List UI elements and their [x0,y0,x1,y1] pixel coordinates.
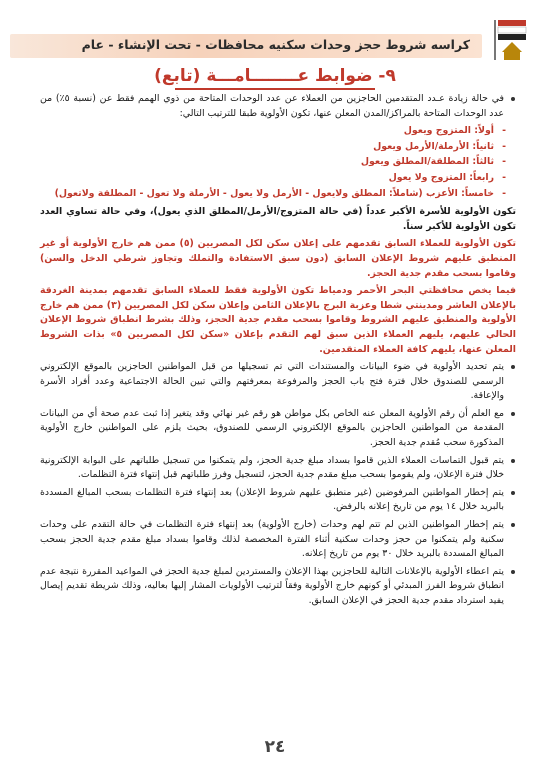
family-size-paragraph: تكون الأولوية للأسرة الأكبر عدداً (في حالة المتزوج/الأرمل/المطلق الذي يعول)، وفي حالة تساوي العدد تكون الأولوية للأكبر سناً. [40,206,516,232]
list-item: يتم إخطار المواطنين الذين لم تتم لهم وحدات (خارج الأولوية) بعد إنتهاء فترة التظلمات في حالة التقدم على وحدات سكنية ولم يتمكنوا من حجز وحدات سكنية أثناء الفترة المخصصة لذلك وقاموا بسداد مبلغ مقدم جدية الحجز بسحب المبالغ المسددة بالبريد خلال ٣٠ يوم من تاريخ إعلانه. [40,518,516,562]
priority-item: - ثالثاً: المطلقة/المطلق ويعول [40,155,516,170]
red-sea-damietta-paragraph: فيما يخص محافظتي البحر الأحمر ودمياط تكون الأولوية فقط للعملاء السابق تقدمهم بمدينة الغردقة بالإعلان العاشر ومدينتي شطا وعزبة البرج بالإعلان الثامن وإعلان سكن لكل المصريين (٣) ممن هم خارج الأولوية والمنطبق عليهم الشروط وقاموا بسحب مقدم جدية الحجز، وذلك بشرط انطباق شروط الإعلان الحالي عليهم، يليهم العملاء الذين سبق لهم التقدم بإعلان «سكن لكل المصريين ٥» بذات الشروط المعلن عنها، يليهم كافة العملاء المتقدمين. [40,285,516,355]
list-item: مع العلم أن رقم الأولوية المعلن عنه الخاص بكل مواطن هو رقم غير نهائي وقد يتغير إذا ثبت عدم صحة أي من البيانات المقدمة من المواطنين الحاجزين بالموقع الإلكتروني الرسمي للصندوق، بحيث يلزم على المواطنين خارج الأولوية المذكورة سحب مُقدم جدية الحجز. [40,407,516,451]
page-header [10,22,540,60]
section-title: ٩- ضوابط عــــــــامـــة (تابع) [154,66,396,86]
list-item: يتم اعطاء الأولوية بالإعلانات التالية للحاجزين بهذا الإعلان والمستردين لمبلغ جدية الحجز في المواعيد المقررة نتيجة عدم انطباق شروط الفرز المبدئي أو كونهم خارج الأولوية وفقاً لترتيب الأولويات المشار إليها بعاليه، وذلك شريطة تقديم إيصال يفيد استرداد مقدم جدية الحجز في الإعلان السابق. [40,565,516,609]
title-underline [175,88,375,90]
previous-applicants-paragraph: تكون الأولوية للعملاء السابق تقدمهم على إعلان سكن لكل المصريين (٥) ممن هم خارج الأولوية أو غير المنطبق عليهم شروط الإعلان السابق (دون سبق الاستفادة والتملك وتجاوز شرطي الدخل والسن) وقاموا بسحب مقدم جدية الحجز. [40,238,517,279]
priority-item: - أولاً: المتزوج ويعول [40,124,516,139]
priority-item: - خامساً: الأعزب (شاملاً: المطلق ولايعول - الأرمل ولا يعول - الأرملة ولا تعول - المطلقة ولاتعول) [40,187,516,202]
priority-item: - ثانياً: الأرملة/الأرمل ويعول [40,140,516,155]
document-body [40,92,516,612]
priority-item: - رابعاً: المتزوج ولا يعول [40,171,516,186]
header-bar [10,34,482,58]
list-item: يتم إخطار المواطنين المرفوضين (غير منطبق عليهم شروط الإعلان) بعد إنتهاء فترة التظلمات بسحب المبالغ المسددة بالبريد خلال ١٤ يوم من تاريخ إعلانه بالرفض. [40,486,516,515]
list-item: يتم تحديد الأولوية في ضوء البيانات والمستندات التي تم تسجيلها من قبل المواطنين الحاجزين بالموقع الإلكتروني الرسمي للصندوق خلال فترة فتح باب الحجز والمرفوعة بمعرفتهم والتي تبين الحالة الاجتماعية وعدد أفراد الأسرة والإعاقة. [40,360,516,404]
intro-paragraph: في حالة زيادة عـدد المتقدمين الحاجزين من العملاء عن عدد الوحدات المتاحة من ذوي الهمم فقط عن (نسبة ٥٪) من عدد الوحدات المتاحة بالمراكز/المدن المعلن عنها، تكون الأولوية طبقا للترتيب التالي: [40,92,516,121]
list-item: يتم قبول التماسات العملاء الذين قاموا بسداد مبلغ جدية الحجز، ولم يتمكنوا من تسجيل طلباتهم على البوابة الإلكترونية خلال فترة الإعلان، ولم يقوموا بسحب مبلغ مقدم جدية الحجز، لتسجيل وفرز طلباتهم قبل إنتهاء فترة التظلمات. [40,454,516,483]
header-title: كراسه شروط حجز وحدات سكنيه محافظات - تحت الإنشاء - عام [81,37,470,52]
page-number: ٢٤ [264,737,286,757]
ministry-logo-icon [488,16,536,64]
